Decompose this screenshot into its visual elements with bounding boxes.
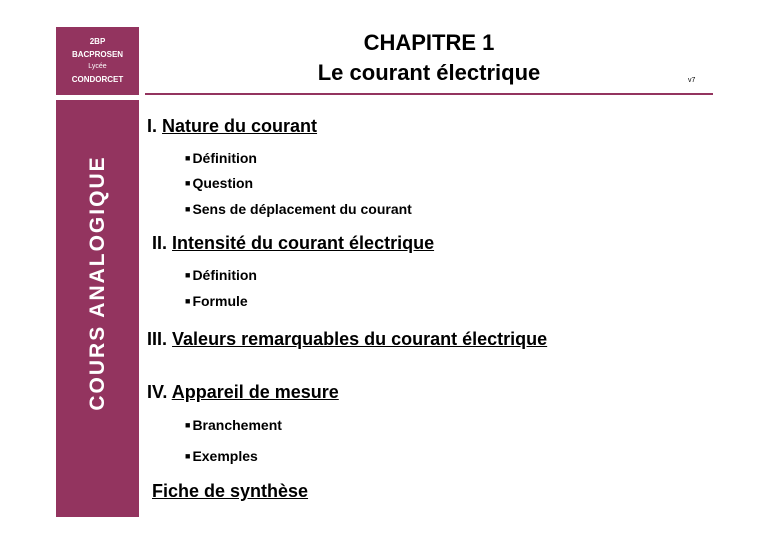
section-2-title: Intensité du courant électrique xyxy=(172,233,435,253)
class-code: 2BP xyxy=(89,37,106,46)
list-item: ■ Définition xyxy=(185,150,257,166)
section-3-title: Valeurs remarquables du courant électrique xyxy=(172,329,548,349)
version-label: v7 xyxy=(688,77,696,84)
list-item: ■ Branchement xyxy=(185,417,282,433)
header-rule xyxy=(145,93,713,95)
section-2-heading xyxy=(152,233,434,254)
summary-heading xyxy=(152,481,308,502)
section-2-number: II. xyxy=(152,233,168,253)
bullet-icon: ■ xyxy=(185,296,191,306)
list-item: ■ Définition xyxy=(185,267,257,283)
summary-title: Fiche de synthèse xyxy=(152,481,309,501)
bullet-icon: ■ xyxy=(185,270,191,280)
course-vertical-title: COURS ANALOGIQUE xyxy=(86,155,109,411)
section-1-number: I. xyxy=(147,116,158,136)
list-item: ■ Question xyxy=(185,175,254,191)
school-name: BACPROSEN xyxy=(71,49,124,59)
school-city: CONDORCET xyxy=(71,74,124,84)
school-box xyxy=(56,27,139,95)
school-type: Lycée xyxy=(88,63,107,70)
section-4-heading xyxy=(147,382,339,403)
page-title: Le courant électrique xyxy=(317,60,541,85)
list-item: ■ Formule xyxy=(185,293,248,309)
list-item: ■ Exemples xyxy=(185,448,258,464)
chapter-label: CHAPITRE 1 xyxy=(363,30,495,55)
bullet-icon: ■ xyxy=(185,420,191,430)
bullet-icon: ■ xyxy=(185,178,191,188)
bullet-icon: ■ xyxy=(185,451,191,461)
list-item: ■ Sens de déplacement du courant xyxy=(185,201,412,217)
section-3-heading xyxy=(147,329,547,350)
section-1-title: Nature du courant xyxy=(162,116,318,136)
section-1-heading xyxy=(147,116,317,137)
bullet-icon: ■ xyxy=(185,153,191,163)
bullet-icon: ■ xyxy=(185,204,191,214)
section-4-title: Appareil de mesure xyxy=(171,382,339,402)
section-4-number: IV. xyxy=(147,382,168,402)
section-3-number: III. xyxy=(147,329,168,349)
